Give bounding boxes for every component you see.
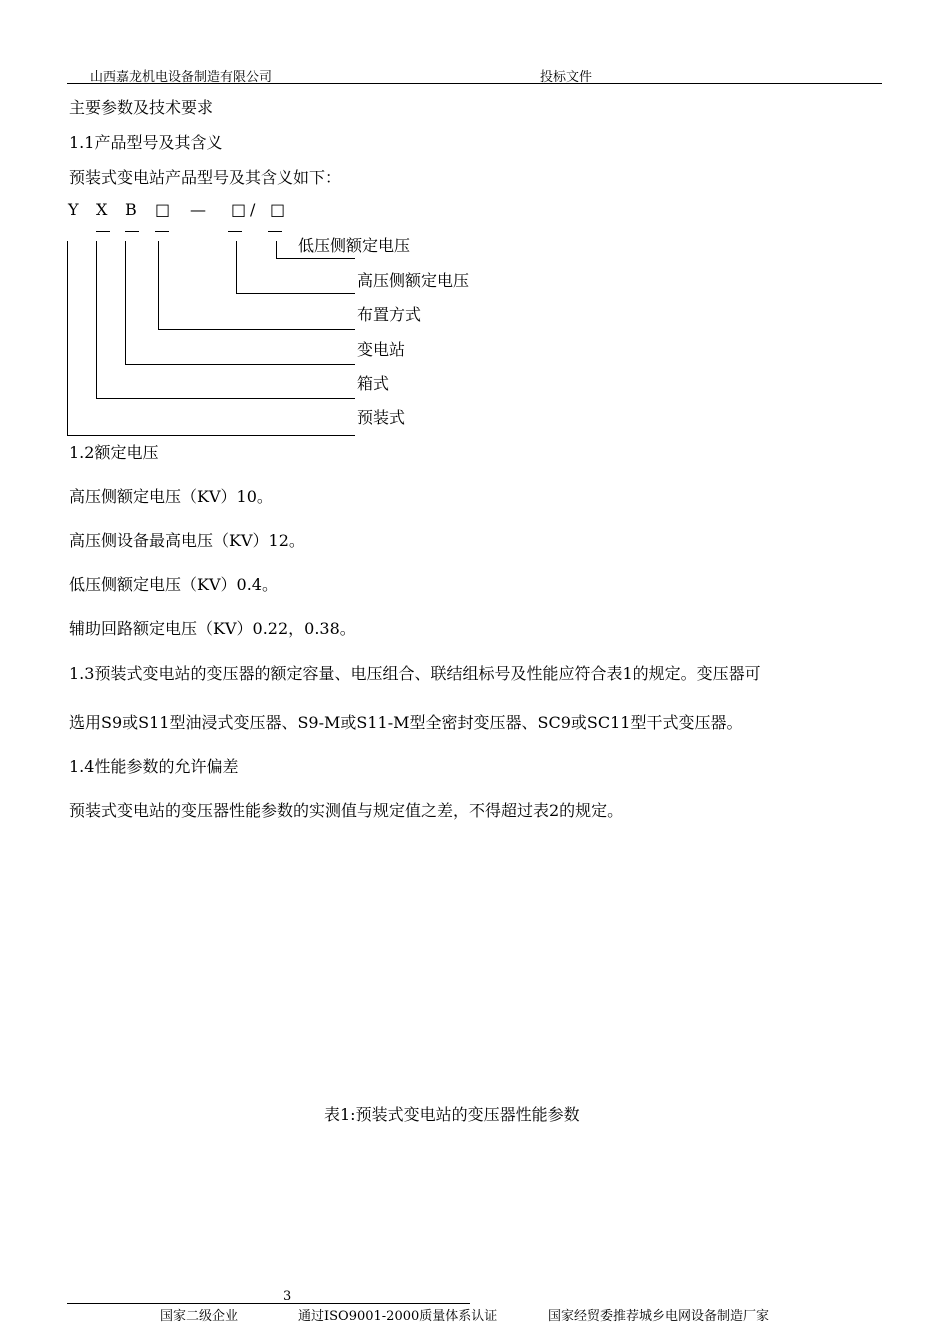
section-title: 主要参数及技术要求	[69, 98, 214, 117]
leader-v-high-voltage	[236, 241, 237, 293]
leader-v-box-type	[96, 241, 97, 398]
code-underline-box2	[228, 231, 242, 232]
page-number: 3	[283, 1289, 292, 1304]
code-underline-box1	[155, 231, 169, 232]
section-1-1-desc: 预装式变电站产品型号及其含义如下：	[69, 168, 342, 187]
code-underline-box3	[268, 231, 282, 232]
leader-h-substation	[125, 364, 355, 365]
meaning-substation: 变电站	[357, 340, 406, 359]
hv-rated-voltage: 高压侧额定电压（KV）10。	[69, 487, 273, 506]
meaning-high-voltage: 高压侧额定电压	[357, 271, 470, 290]
leader-h-box-type	[96, 398, 355, 399]
footer-cert-3: 国家经贸委推荐城乡电网设备制造厂家	[548, 1309, 770, 1324]
footer-cert-2: 通过ISO9001-2000质量体系认证	[298, 1309, 498, 1324]
leader-v-prefab	[67, 241, 68, 435]
meaning-layout: 布置方式	[357, 305, 422, 324]
code-box-1: □	[155, 200, 171, 219]
code-slash: /	[250, 200, 256, 219]
footer-cert-1: 国家二级企业	[160, 1309, 239, 1324]
leader-v-layout	[158, 241, 159, 329]
section-1-1-title: 1.1产品型号及其含义	[69, 133, 223, 152]
section-1-2-title: 1.2额定电压	[69, 443, 159, 462]
meaning-box-type: 箱式	[357, 374, 390, 393]
transformer-line-1: 1.3预装式变电站的变压器的额定容量、电压组合、联结组标号及性能应符合表1的规定。变压器可	[69, 664, 761, 683]
table-caption: 表1:预装式变电站的变压器性能参数	[324, 1105, 580, 1124]
footer-divider	[67, 1303, 470, 1304]
meaning-low-voltage: 低压侧额定电压	[298, 236, 411, 255]
code-letter-b: B	[125, 200, 137, 219]
meaning-prefab: 预装式	[357, 408, 406, 427]
leader-h-prefab	[67, 435, 355, 436]
code-box-2: □	[231, 200, 247, 219]
header-doc-type: 投标文件	[540, 70, 593, 85]
lv-rated-voltage: 低压侧额定电压（KV）0.4。	[69, 575, 278, 594]
leader-h-high-voltage	[236, 293, 355, 294]
header-company: 山西嘉龙机电设备制造有限公司	[90, 70, 273, 85]
leader-v-low-voltage	[276, 241, 277, 258]
code-box-3: □	[270, 200, 286, 219]
hv-max-voltage: 高压侧设备最高电压（KV）12。	[69, 531, 305, 550]
leader-v-substation	[125, 241, 126, 364]
tolerance-desc: 预装式变电站的变压器性能参数的实测值与规定值之差，不得超过表2的规定。	[69, 801, 624, 820]
header-divider	[67, 83, 882, 84]
aux-rated-voltage: 辅助回路额定电压（KV）0.22，0.38。	[69, 619, 356, 638]
code-letter-x: X	[96, 200, 108, 219]
transformer-line-2: 选用S9或S11型油浸式变压器、S9-M或S11-M型全密封变压器、SC9或SC11型干式变压器。	[69, 713, 743, 732]
leader-h-layout	[158, 329, 355, 330]
section-1-4-title: 1.4性能参数的允许偏差	[69, 757, 239, 776]
code-underline-b	[125, 231, 139, 232]
code-letter-y: Y	[68, 200, 79, 219]
leader-h-low-voltage	[276, 258, 355, 259]
code-underline-x	[96, 231, 110, 232]
code-dash: —	[190, 200, 206, 219]
